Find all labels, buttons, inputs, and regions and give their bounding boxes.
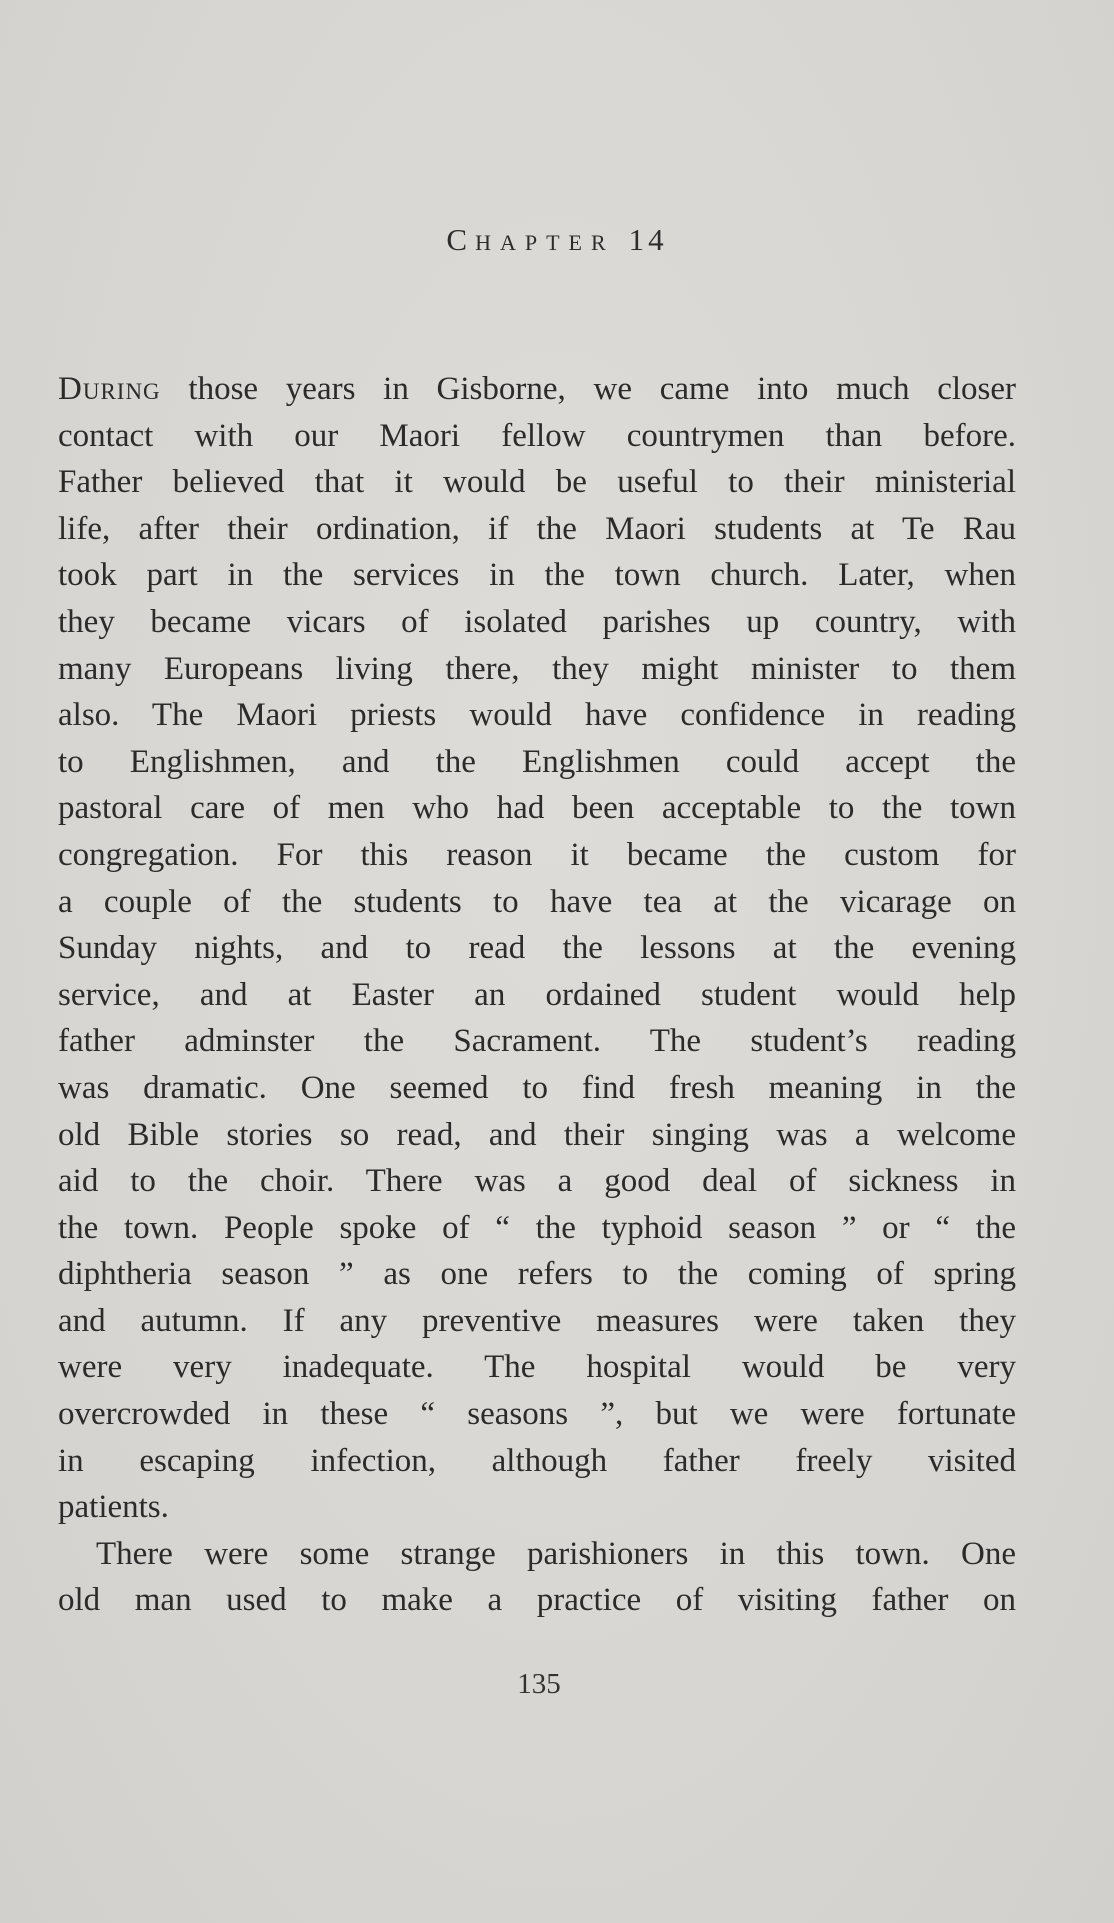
- chapter-number: 14: [628, 222, 668, 257]
- text-line: [58, 785, 1016, 832]
- line-text: diphtheria season ” as one refers to the coming of spring: [58, 1256, 1016, 1293]
- text-line: [58, 879, 1016, 926]
- line-text: also. The Maori priests would have confidence in reading: [58, 697, 1016, 734]
- line-text: contact with our Maori fellow countrymen than before.: [58, 417, 1016, 454]
- text-line: [58, 1484, 1016, 1531]
- text-line: [58, 1065, 1016, 1112]
- text-line: [58, 366, 1016, 413]
- line-text: was dramatic. One seemed to find fresh meaning in the: [58, 1069, 1016, 1106]
- chapter-label-rest: HAPTER: [475, 230, 615, 255]
- lead-in-word: During: [58, 371, 161, 407]
- text-line: [58, 832, 1016, 879]
- text-line: [58, 646, 1016, 693]
- text-line: [58, 599, 1016, 646]
- line-text: pastoral care of men who had been acceptable to the town: [58, 790, 1016, 827]
- text-line: [58, 925, 1016, 972]
- text-line: [58, 1112, 1016, 1159]
- line-text: There were some strange parishioners in this town. One: [96, 1535, 1016, 1572]
- line-text: patients.: [58, 1489, 169, 1526]
- chapter-heading: [0, 222, 1114, 258]
- body-text: [58, 366, 1016, 1624]
- text-line: [58, 1298, 1016, 1345]
- text-line: [58, 413, 1016, 460]
- text-line: [58, 1205, 1016, 1252]
- chapter-label-initial: C: [446, 222, 476, 257]
- line-text: to Englishmen, and the Englishmen could accept the: [58, 743, 1016, 780]
- line-text: Sunday nights, and to read the lessons at the evening: [58, 930, 1016, 967]
- text-line: [58, 552, 1016, 599]
- line-text: life, after their ordination, if the Maori students at Te Rau: [58, 510, 1016, 547]
- line-text: in escaping infection, although father freely visited: [58, 1442, 1016, 1479]
- line-text: aid to the choir. There was a good deal of sickness in: [58, 1163, 1016, 1200]
- text-line: [58, 459, 1016, 506]
- line-text: a couple of the students to have tea at the vicarage on: [58, 883, 1016, 920]
- line-text: father adminster the Sacrament. The student’s reading: [58, 1023, 1016, 1060]
- text-line: [58, 1018, 1016, 1065]
- line-text: old Bible stories so read, and their singing was a welcome: [58, 1116, 1016, 1153]
- text-line: [58, 1438, 1016, 1485]
- line-text: congregation. For this reason it became the custom for: [58, 836, 1016, 873]
- page-number: 135: [517, 1668, 561, 1700]
- text-line: [58, 506, 1016, 553]
- line-text: Father believed that it would be useful to their ministerial: [58, 464, 1016, 501]
- text-line: [58, 692, 1016, 739]
- line-text: they became vicars of isolated parishes up country, with: [58, 603, 1016, 640]
- text-line: [58, 1391, 1016, 1438]
- line-text: service, and at Easter an ordained student would help: [58, 976, 1016, 1013]
- line-text: the town. People spoke of “ the typhoid season ” or “ the: [58, 1209, 1016, 1246]
- line-text: overcrowded in these “ seasons ”, but we were fortunate: [58, 1396, 1016, 1433]
- line-text: and autumn. If any preventive measures were taken they: [58, 1302, 1016, 1339]
- text-line: [58, 972, 1016, 1019]
- line-text: many Europeans living there, they might minister to them: [58, 650, 1016, 687]
- line-text: took part in the services in the town church. Later, when: [58, 557, 1016, 594]
- text-line: [58, 1251, 1016, 1298]
- text-line: [58, 1344, 1016, 1391]
- line-text: those years in Gisborne, we came into much closer: [160, 371, 1016, 407]
- line-text: were very inadequate. The hospital would be very: [58, 1349, 1016, 1386]
- line-text: old man used to make a practice of visiting father on: [58, 1582, 1016, 1619]
- text-line: [58, 1531, 1016, 1578]
- text-line: [58, 1158, 1016, 1205]
- text-line: [58, 739, 1016, 786]
- text-line: [58, 1577, 1016, 1624]
